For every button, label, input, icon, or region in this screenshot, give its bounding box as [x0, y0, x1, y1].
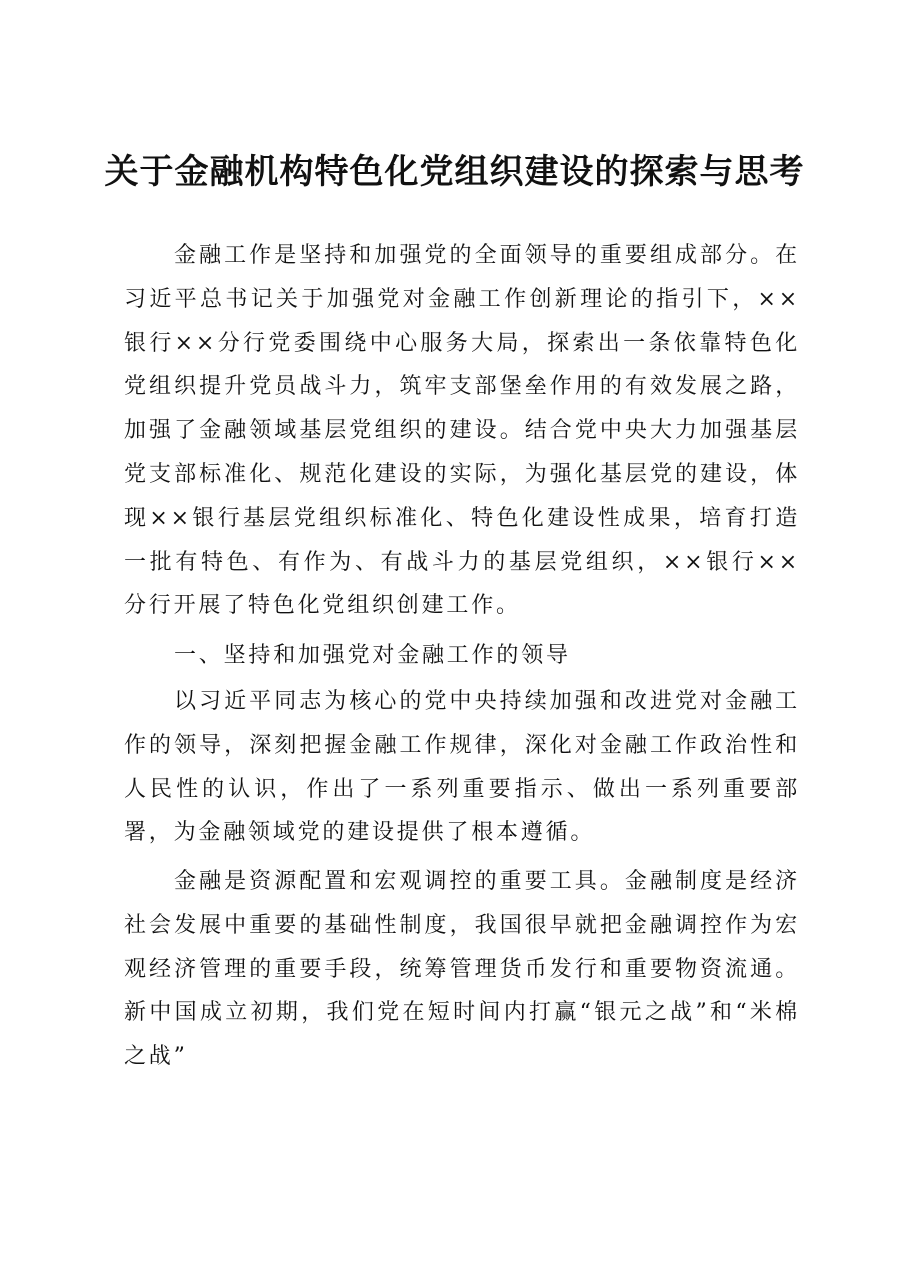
paragraph-leadership: 以习近平同志为核心的党中央持续加强和改进党对金融工作的领导，深刻把握金融工作规律，深化对金融工作政治性和人民性的认识，作出了一系列重要指示、做出一系列重要部署，为金融领域党的建设提供了根本遵循。 — [124, 689, 800, 846]
section-heading-1: 一、坚持和加强党对金融工作的领导 — [174, 643, 571, 668]
paragraph-finance-role: 金融是资源配置和宏观调控的重要工具。金融制度是经济社会发展中重要的基础性制度，我国很早就把金融调控作为宏观经济管理的重要手段，统筹管理货币发行和重要物资流通。新中国成立初期，我们党在短时间内打赢“银元之战”和“米棉之战” — [124, 869, 800, 1070]
paragraph-intro: 金融工作是坚持和加强党的全面领导的重要组成部分。在习近平总书记关于加强党对金融工作创新理论的指引下，××银行××分行党委围绕中心服务大局，探索出一条依靠特色化党组织提升党员战斗力，筑牢支部堡垒作用的有效发展之路，加强了金融领域基层党组织的建设。结合党中央大力加强基层党支部标准化、规范化建设的实际，为强化基层党的建设，体现××银行基层党组织标准化、特色化建设性成果，培育打造一批有特色、有作为、有战斗力的基层党组织，××银行××分行开展了特色化党组织创建工作。 — [124, 243, 800, 619]
document-title: 关于金融机构特色化党组织建设的探索与思考 — [104, 152, 805, 192]
